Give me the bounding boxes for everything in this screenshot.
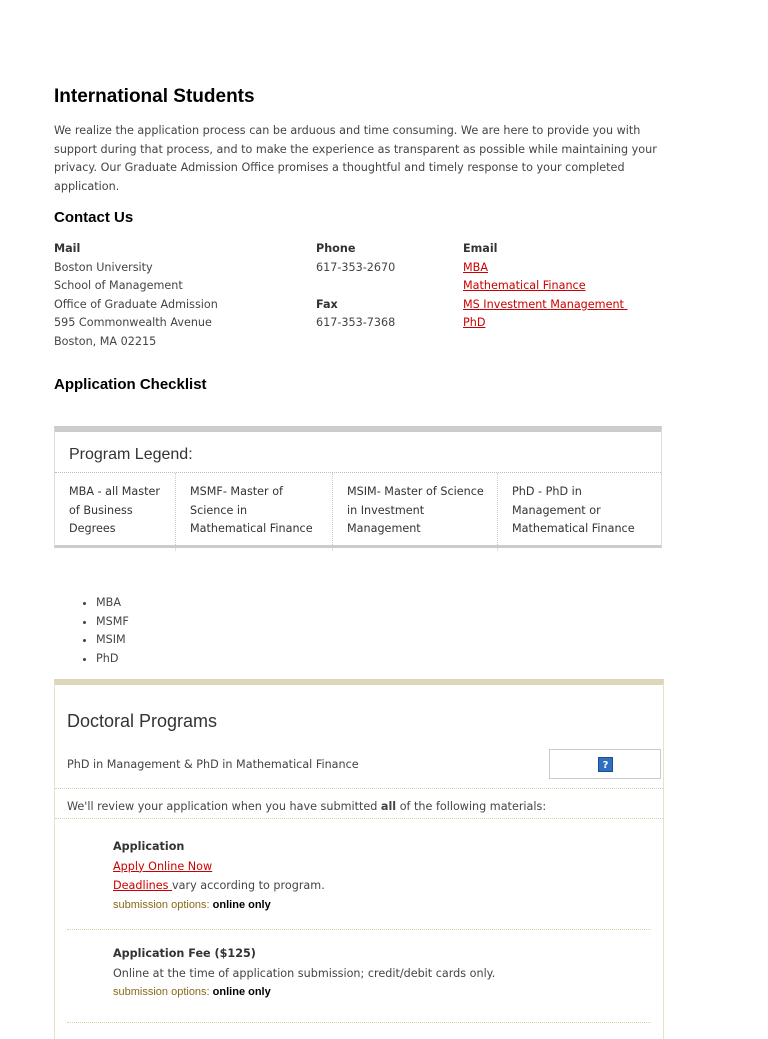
legend-title: Program Legend: [69,446,193,463]
legend-row [55,472,661,551]
help-box [549,749,661,779]
mail-line: Office of Graduate Admission [54,297,218,311]
intro-paragraph: We realize the application process can be arduous and time consuming. We are here to provide you with support during that process, and to make the experience as transparent as possible while maintaining your privacy. Our Graduate Admission Office promises a thoughtful and timely response to your completed application. [54,124,657,193]
email-link-mba[interactable]: MBA [463,260,488,274]
email-link-ms-investment[interactable]: MS Investment Management [463,297,628,311]
item-title: Application [113,840,185,853]
contact-heading: Contact Us [54,209,134,226]
list-item: • MSMF [96,613,129,632]
divider [67,1022,651,1023]
fax-value: 617-353-7368 [316,316,396,330]
page-title: International Students [54,86,255,107]
submission-options-value: online only [212,986,271,998]
phone-column [316,240,395,333]
doctoral-title: Doctoral Programs [67,711,218,731]
submission-options-label: submission options: [113,986,210,998]
program-list [78,594,129,668]
list-item: • MBA [96,594,129,613]
fax-label: Fax [316,297,338,311]
mail-column [54,240,218,352]
divider [55,788,663,789]
doctoral-subtitle: PhD in Management & PhD in Mathematical Finance [67,758,359,771]
legend-cell-phd: PhD - PhD in Management or Mathematical Finance [512,485,635,536]
help-icon[interactable]: ? [598,757,613,772]
checklist-item-fee [113,944,495,1003]
deadline-text: vary according to program. [172,879,325,892]
email-column [463,240,628,333]
deadlines-link[interactable]: Deadlines [113,879,173,892]
divider [55,818,663,819]
legend-cell-mba: MBA - all Master of Business Degrees [55,473,176,551]
mail-line: 595 Commonwealth Avenue [54,316,212,330]
mail-line: School of Management [54,279,183,293]
submission-options-value: online only [212,898,271,911]
mail-line: Boston, MA 02215 [54,334,157,348]
email-link-math-finance[interactable]: Mathematical Finance [463,279,586,293]
mail-label: Mail [54,242,81,255]
email-label: Email [463,242,498,255]
doctoral-programs-panel [54,679,664,1039]
item-text: Online at the time of application submission; credit/debit cards only. [113,966,496,980]
legend-cell-msim: MSIM- Master of Science in Investment Management [333,473,498,551]
legend-cell-msmf: MSMF- Master of Science in Mathematical Finance [176,473,333,551]
review-note: We'll review your application when you have submitted all of the following materials: [67,800,547,813]
program-legend [54,426,662,548]
list-item: • PhD [96,650,129,669]
list-item: • MSIM [96,631,129,650]
mail-line: Boston University [54,260,153,274]
submission-options-label: submission options: [113,898,210,911]
checklist-item-application [113,837,325,915]
phone-label: Phone [316,242,356,255]
checklist-heading: Application Checklist [54,376,207,393]
item-title: Application Fee ($125) [113,947,256,960]
email-link-phd[interactable]: PhD [463,316,486,330]
phone-value: 617-353-2670 [316,260,396,274]
divider [67,929,651,930]
apply-online-link[interactable]: Apply Online Now [113,859,213,873]
